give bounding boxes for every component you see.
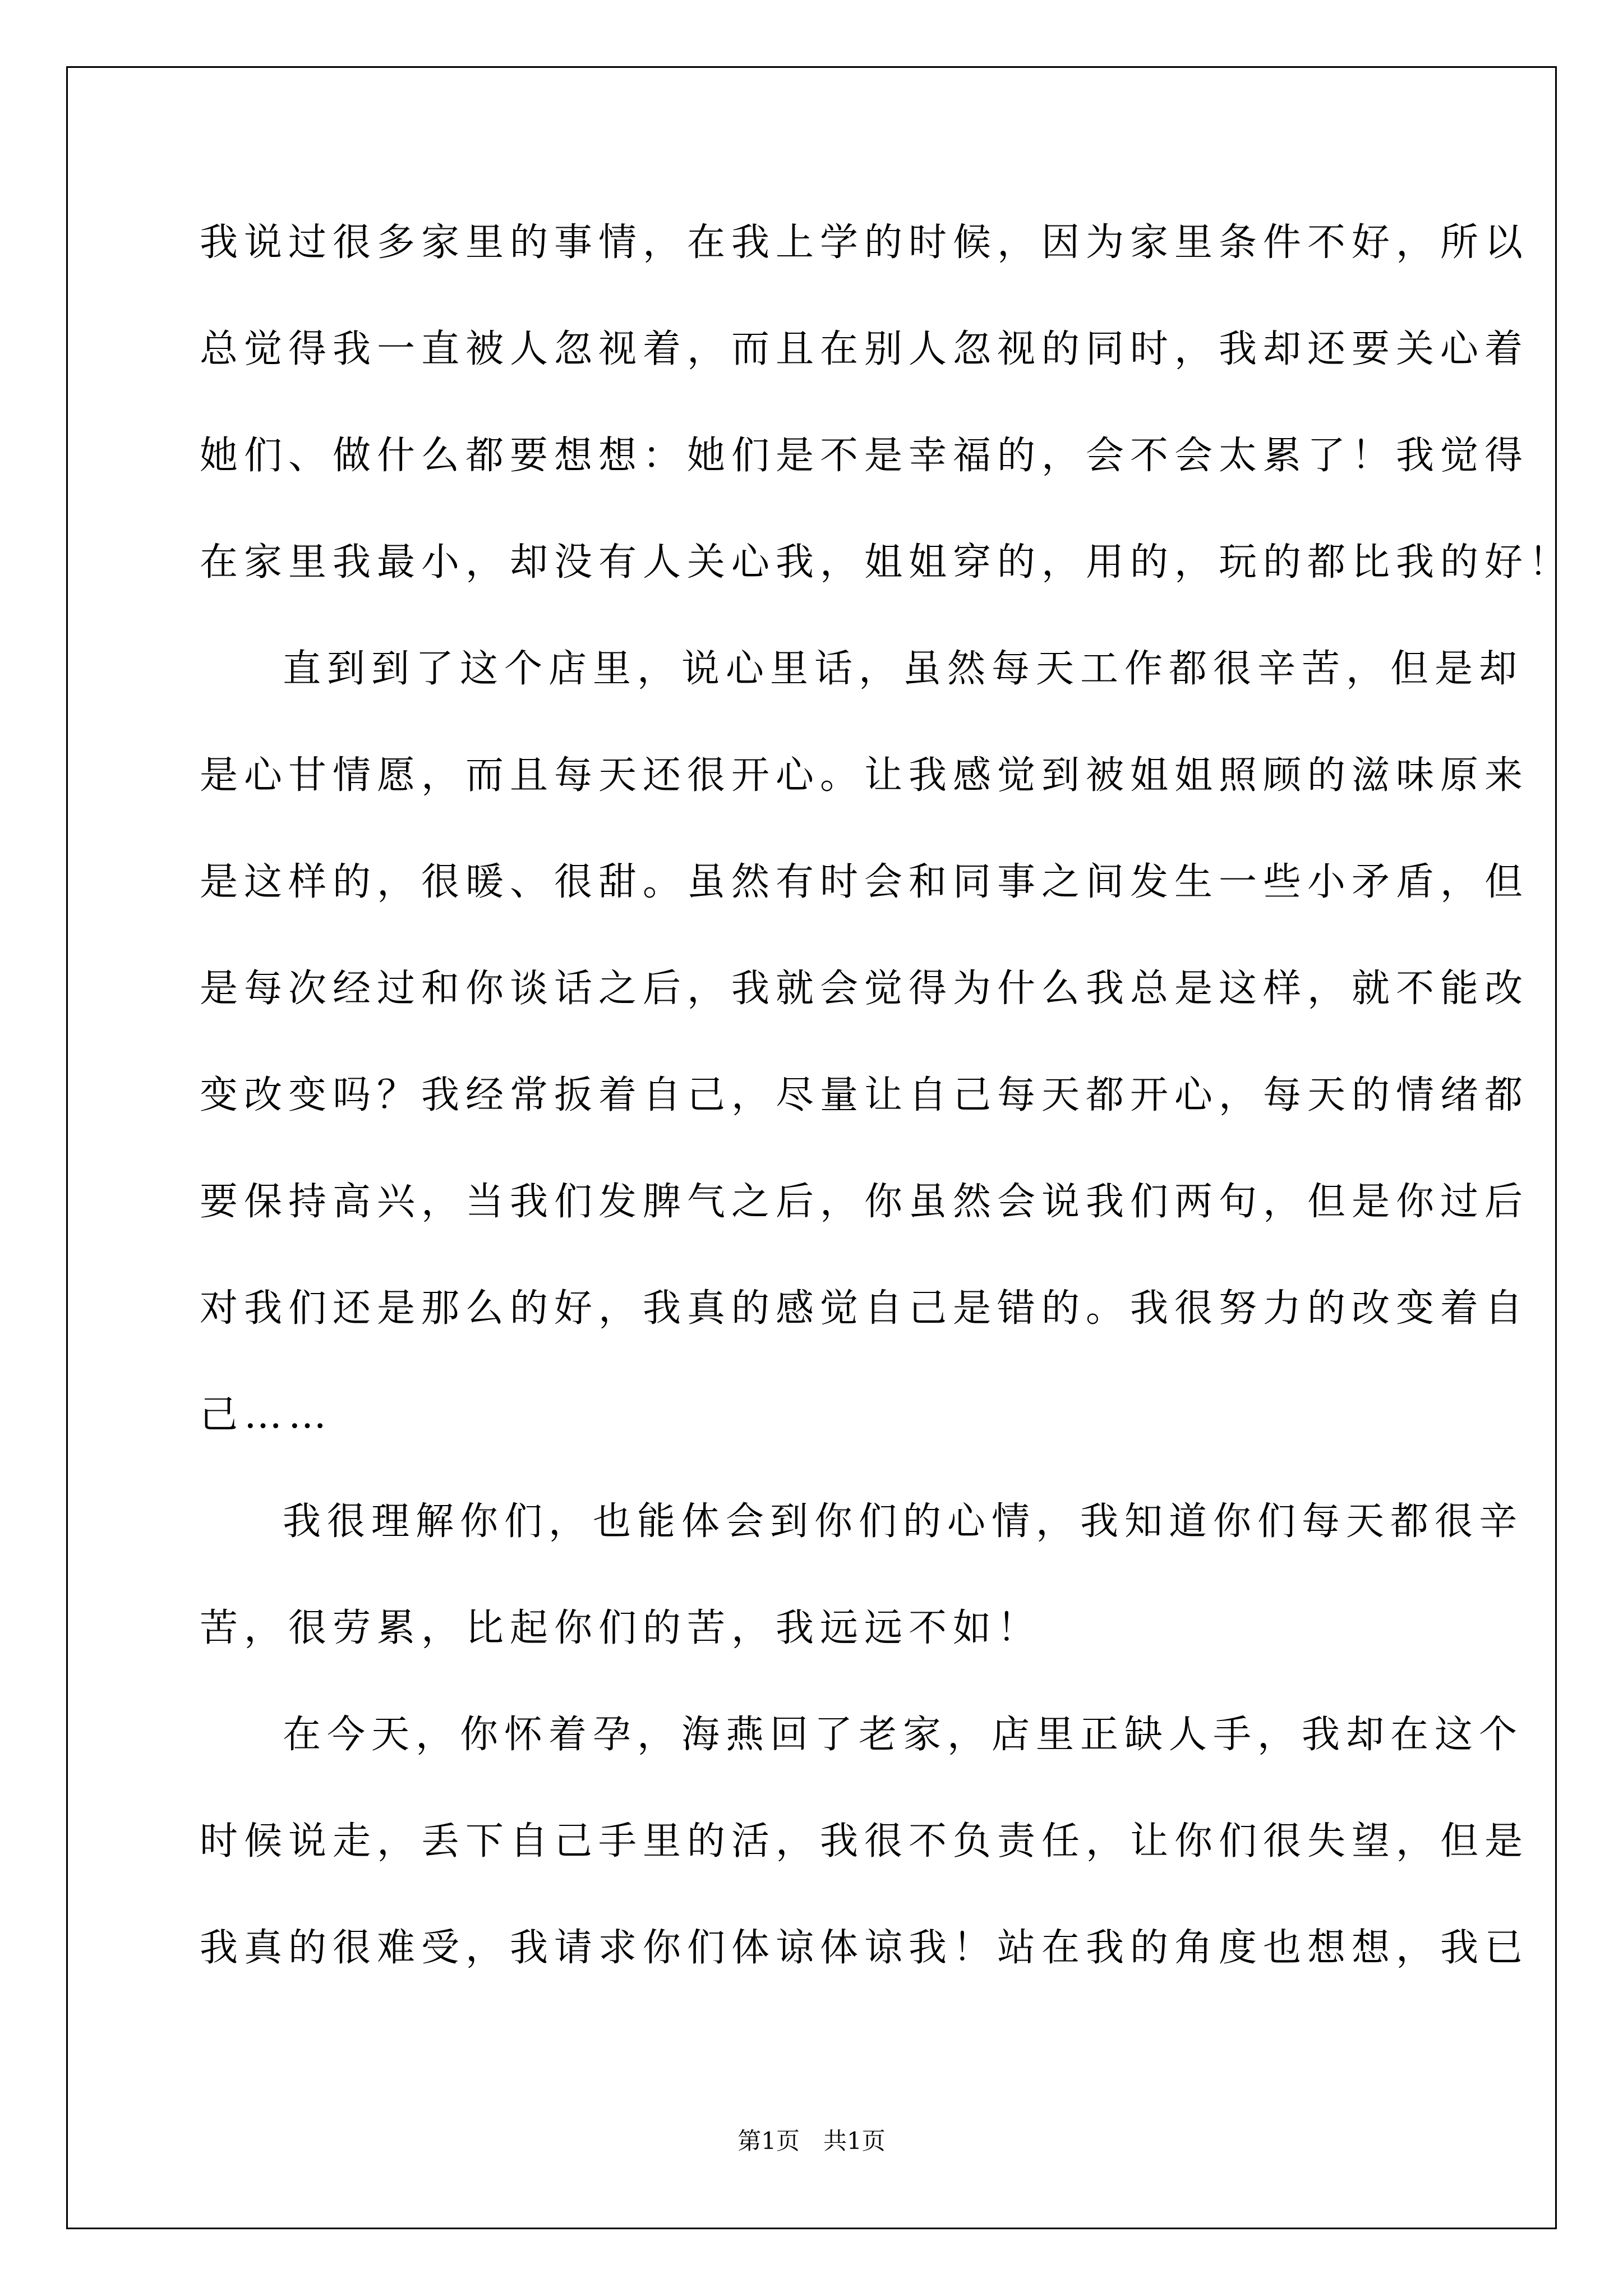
text-line: 变改变吗？我经常扳着自己，尽量让自己每天都开心，每天的情绪都	[200, 1073, 1529, 1117]
text-line: 要保持高兴，当我们发脾气之后，你虽然会说我们两句，但是你过后	[200, 1180, 1529, 1224]
text-line: 是每次经过和你谈话之后，我就会觉得为什么我总是这样，就不能改	[200, 967, 1529, 1011]
text-line: 我很理解你们，也能体会到你们的心情，我知道你们每天都很辛	[283, 1499, 1524, 1544]
text-line: 苦，很劳累，比起你们的苦，我远远不如！	[200, 1606, 1042, 1650]
page-footer: 第1页 共1页	[737, 2127, 886, 2155]
text-line: 是心甘情愿，而且每天还很开心。让我感觉到被姐姐照顾的滋味原来	[200, 753, 1529, 798]
text-line: 我真的很难受，我请求你们体谅体谅我！站在我的角度也想想，我已	[200, 1926, 1529, 1970]
text-line: 她们、做什么都要想想：她们是不是幸福的，会不会太累了！我觉得	[200, 434, 1529, 478]
text-line: 在今天，你怀着孕，海燕回了老家，店里正缺人手，我却在这个	[283, 1713, 1524, 1757]
text-line: 在家里我最小，却没有人关心我，姐姐穿的，用的，玩的都比我的好！	[200, 540, 1574, 585]
text-line: 时候说走，丢下自己手里的活，我很不负责任，让你们很失望，但是	[200, 1819, 1529, 1864]
text-line: 己……	[200, 1393, 333, 1437]
text-line: 我说过很多家里的事情，在我上学的时候，因为家里条件不好，所以	[200, 220, 1529, 265]
document-body	[200, 212, 1574, 2024]
text-line: 直到到了这个店里，说心里话，虽然每天工作都很辛苦，但是却	[283, 647, 1524, 691]
text-line: 总觉得我一直被人忽视着，而且在别人忽视的同时，我却还要关心着	[200, 327, 1529, 371]
text-line: 是这样的，很暖、很甜。虽然有时会和同事之间发生一些小矛盾，但	[200, 860, 1529, 904]
text-line: 对我们还是那么的好，我真的感觉自己是错的。我很努力的改变着自	[200, 1286, 1529, 1331]
